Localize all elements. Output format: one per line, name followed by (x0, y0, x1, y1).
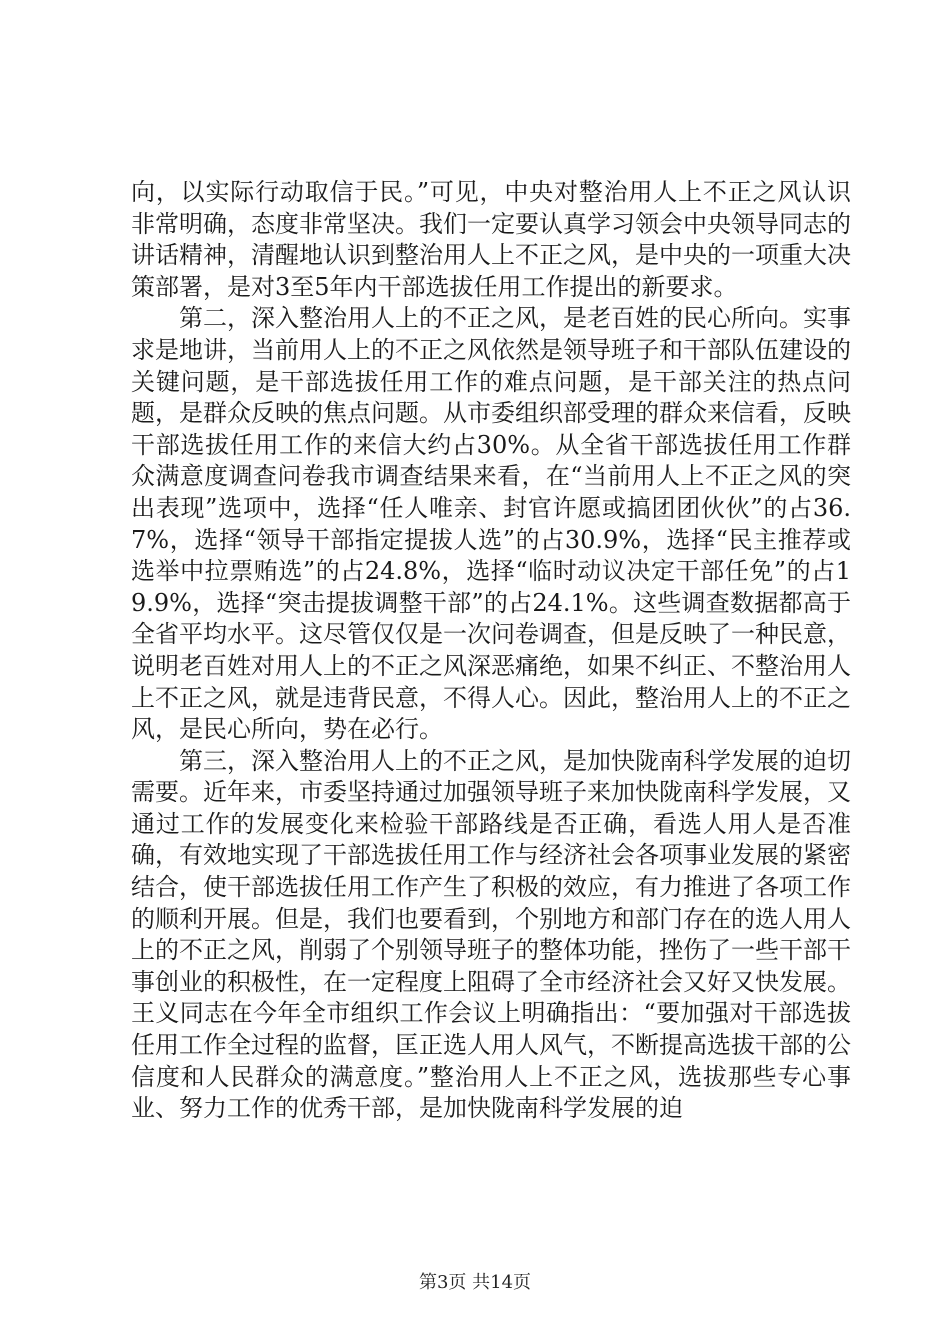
body-text (131, 177, 851, 1125)
paragraph-third-point: 第三，深入整治用人上的不正之风，是加快陇南科学发展的迫切需要。近年来，市委坚持通过加强领导班子来加快陇南科学发展，又通过工作的发展变化来检验干部路线是否正确，看选人用人是否准确，有效地实现了干部选拔任用工作与经济社会各项事业发展的紧密结合，使干部选拔任用工作产生了积极的效应，有力推进了各项工作的顺利开展。但是，我们也要看到，个别地方和部门存在的选人用人上的不正之风，削弱了个别领导班子的整体功能，挫伤了一些干部干事创业的积极性，在一定程度上阻碍了全市经济社会又好又快发展。王义同志在今年全市组织工作会议上明确指出：“要加强对干部选拔任用工作全过程的监督，匡正选人用人风气，不断提高选拔干部的公信度和人民群众的满意度。”整治用人上不正之风，选拔那些专心事业、努力工作的优秀干部，是加快陇南科学发展的迫 (131, 746, 851, 1123)
page-number-label: 第3页 共14页 (418, 1272, 532, 1293)
page-footer (0, 1268, 950, 1294)
paragraph-second-point: 第二，深入整治用人上的不正之风，是老百姓的民心所向。实事求是地讲，当前用人上的不正之风依然是领导班子和干部队伍建设的关键问题，是干部选拔任用工作的难点问题，是干部关注的热点问题，是群众反映的焦点问题。从市委组织部受理的群众来信看，反映干部选拔任用工作的来信大约占30%。从全省干部选拔任用工作群众满意度调查问卷我市调查结果来看，在“当前用人上不正之风的突出表现”选项中，选择“任人唯亲、封官许愿或搞团团伙伙”的占36.7%，选择“领导干部指定提拔人选”的占30.9%，选择“民主推荐或选举中拉票贿选”的占24.8%，选择“临时动议决定干部任免”的占19.9%，选择“突击提拔调整干部”的占24.1%。这些调查数据都高于全省平均水平。这尽管仅仅是一次问卷调查，但是反映了一种民意，说明老百姓对用人上的不正之风深恶痛绝，如果不纠正、不整治用人上不正之风，就是违背民意，不得人心。因此，整治用人上的不正之风，是民心所向，势在必行。 (131, 304, 851, 744)
paragraph-continuation: 向，以实际行动取信于民。”可见，中央对整治用人上不正之风认识非常明确，态度非常坚决。我们一定要认真学习领会中央领导同志的讲话精神，清醒地认识到整治用人上不正之风，是中央的一项重大决策部署，是对3至5年内干部选拔任用工作提出的新要求。 (131, 178, 851, 301)
